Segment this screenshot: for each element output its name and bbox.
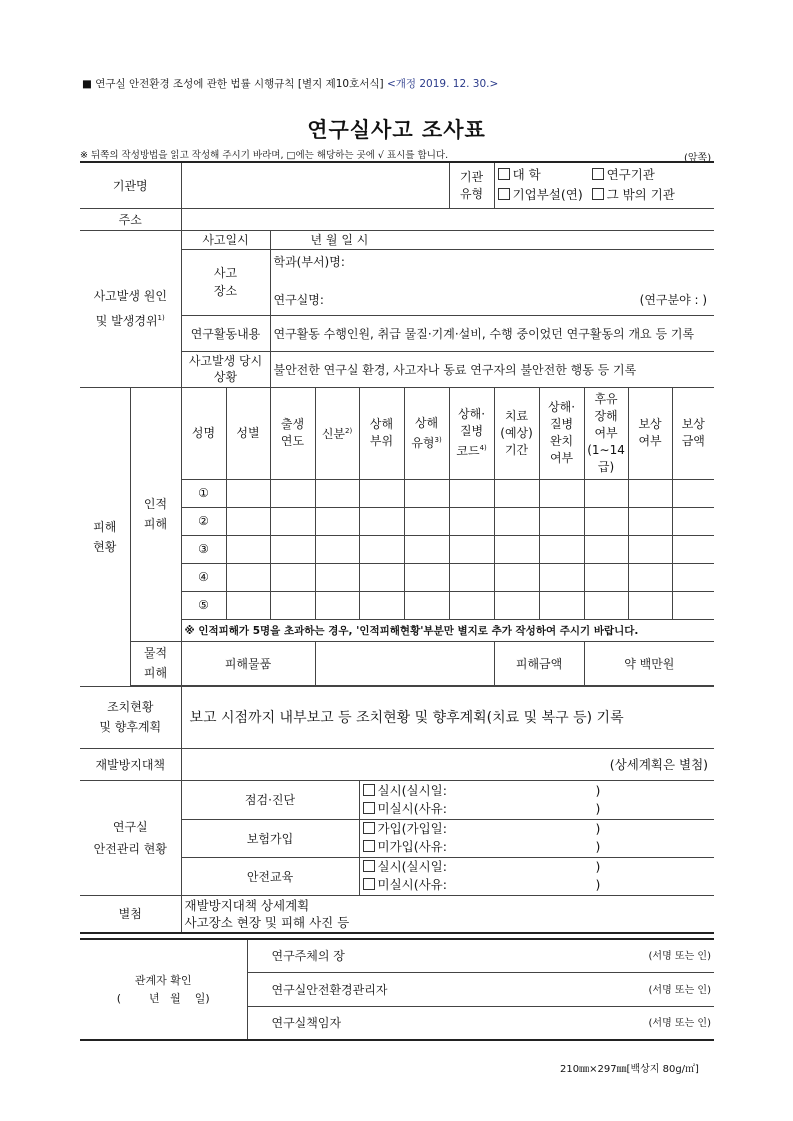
victim-cell[interactable] — [404, 535, 449, 563]
victim-cell[interactable] — [270, 535, 315, 563]
victim-cell[interactable] — [584, 563, 628, 591]
victim-cell[interactable] — [628, 591, 672, 619]
checkbox-icon[interactable] — [498, 188, 510, 200]
column-header-line: 유형$^{3)}$ — [411, 435, 442, 450]
paren-close: ) — [595, 839, 601, 854]
cause-label-line1: 사고발생 원인 — [93, 289, 167, 303]
attachment-item: 사고장소 현장 및 피해 사진 등 — [184, 914, 350, 930]
victim-cell[interactable] — [449, 563, 494, 591]
victim-cell[interactable] — [226, 507, 270, 535]
victim-cell[interactable] — [672, 507, 714, 535]
victim-cell[interactable] — [494, 563, 539, 591]
victim-number: ⑤ — [181, 591, 226, 619]
lab-field[interactable] — [270, 285, 714, 315]
confirm-label-text: 관계자 확인 — [134, 973, 192, 987]
victim-cell[interactable] — [494, 479, 539, 507]
checkbox-icon[interactable] — [363, 802, 375, 814]
property-damage-label — [130, 641, 181, 685]
insurance-notjoined-option[interactable] — [363, 838, 712, 856]
institution-type-label — [449, 162, 494, 208]
victim-cell[interactable] — [449, 535, 494, 563]
insurance-options — [359, 819, 714, 857]
footnote-mark: 2) — [345, 427, 353, 435]
education-done-option[interactable] — [363, 858, 712, 876]
column-header-line: 기간 — [504, 442, 529, 457]
safety-label-line1: 연구실 — [112, 819, 148, 834]
inspection-notdone-label: 미실시(사유: — [377, 800, 447, 816]
victim-cell[interactable] — [404, 479, 449, 507]
checkbox-icon[interactable] — [592, 168, 604, 180]
column-header-line: 보상 — [638, 417, 662, 431]
accident-date-label: 사고일시 — [181, 230, 270, 249]
victim-cell[interactable] — [539, 591, 584, 619]
form-header — [82, 76, 498, 91]
checkbox-icon[interactable] — [363, 860, 375, 872]
paren-close: ) — [595, 859, 601, 874]
checkbox-icon[interactable] — [363, 878, 375, 890]
action-label — [80, 686, 181, 748]
column-header — [539, 387, 584, 479]
victim-cell[interactable] — [359, 507, 404, 535]
victim-cell[interactable] — [584, 535, 628, 563]
victim-cell[interactable] — [449, 479, 494, 507]
column-header-line: 후유 — [594, 391, 618, 406]
column-header-line: 질병 — [459, 424, 484, 438]
checkbox-icon[interactable] — [363, 822, 375, 834]
address-label: 주소 — [80, 208, 181, 230]
institution-label: 기관명 — [80, 162, 181, 208]
insurance-joined-label: 가입(가입일: — [377, 821, 447, 836]
column-header-line: 부위 — [369, 434, 394, 448]
safety-status-label — [80, 780, 181, 895]
column-header-line: 완치 — [549, 434, 574, 448]
column-header — [315, 387, 359, 479]
address-cell[interactable] — [181, 208, 714, 230]
footnote-mark: 3) — [434, 435, 442, 444]
damage-amount-label: 피해금액 — [494, 641, 584, 685]
inspection-notdone-option[interactable] — [363, 800, 712, 818]
column-header-line: 여부 — [549, 451, 574, 465]
signature-placeholder: (서명 또는 인) — [648, 1018, 711, 1030]
column-header-line: 치료 — [504, 408, 529, 423]
victim-cell[interactable] — [672, 591, 714, 619]
option-company-label: 기업부설(연) — [512, 187, 583, 203]
victim-cell[interactable] — [226, 479, 270, 507]
column-header-line: 출생 — [280, 417, 305, 431]
confirmation-label — [80, 939, 247, 1040]
safety-education-label: 안전교육 — [181, 857, 359, 895]
prevention-label: 재발방지대책 — [80, 748, 181, 780]
column-header-line: 신분$^{2)}$ — [321, 427, 353, 441]
inspection-label: 점검·진단 — [181, 780, 359, 819]
column-header-line: 금액 — [681, 434, 705, 448]
column-header-line: 상해 — [414, 415, 439, 430]
damaged-item-label: 피해물품 — [181, 641, 315, 685]
column-header — [672, 387, 714, 479]
victim-cell[interactable] — [494, 591, 539, 619]
paren-close: ) — [595, 782, 601, 798]
safety-label-line2: 안전관리 현황 — [93, 841, 167, 856]
paren-close: ) — [595, 800, 601, 816]
victim-cell[interactable] — [315, 563, 359, 591]
victim-number: ① — [181, 479, 226, 507]
column-header-line: 연도 — [280, 434, 305, 448]
attachment-list — [181, 895, 714, 933]
column-header-line: 질병 — [549, 417, 574, 431]
lab-name-label: 연구실명: — [273, 293, 324, 308]
institution-type-options — [494, 162, 714, 208]
victim-cell[interactable] — [359, 563, 404, 591]
insurance-notjoined-label: 미가입(사유: — [377, 839, 447, 854]
victim-cell[interactable] — [404, 591, 449, 619]
education-done-label: 실시(실시일: — [377, 859, 447, 874]
column-header-line: 성명 — [191, 425, 216, 440]
column-header — [494, 387, 539, 479]
place-label-line1: 사고 — [213, 266, 238, 280]
column-header-line: (1∼14급) — [587, 442, 625, 474]
instruction-note: ※ 뒤쪽의 작성방법을 읽고 작성해 주시기 바라며, □에는 해당하는 곳에 √ 표시를 합니다. — [80, 150, 449, 161]
action-label-line1: 조치현황 — [107, 700, 154, 714]
victim-cell[interactable] — [628, 507, 672, 535]
column-header-line: 상해 — [369, 417, 394, 431]
property-label-line1: 물적 — [143, 646, 168, 660]
victim-cell[interactable] — [628, 563, 672, 591]
column-header-line: 코드$^{4)}$ — [456, 444, 487, 458]
victim-cell[interactable] — [584, 479, 628, 507]
cause-label — [80, 230, 181, 387]
victim-cell[interactable] — [226, 591, 270, 619]
signer-role: 연구실안전환경관리자 — [271, 982, 388, 997]
column-header — [449, 387, 494, 479]
column-header — [404, 387, 449, 479]
column-header-line: 여부 — [638, 434, 662, 448]
situation-label — [181, 351, 270, 387]
victim-cell[interactable] — [270, 563, 315, 591]
inspection-options — [359, 780, 714, 819]
education-options — [359, 857, 714, 895]
damaged-item-cell[interactable] — [315, 641, 494, 685]
victim-cell[interactable] — [315, 535, 359, 563]
situation-value[interactable]: 불안전한 연구실 환경, 사고자나 동료 연구자의 불안전한 행동 등 기록 — [270, 351, 714, 387]
prevention-value[interactable]: (상세계획은 별첨) — [181, 748, 714, 780]
paren-close: ) — [595, 877, 601, 892]
accident-survey-table — [80, 161, 714, 934]
inspection-done-label: 실시(실시일: — [377, 782, 447, 798]
signature-placeholder: (서명 또는 인) — [648, 984, 711, 996]
column-header — [359, 387, 404, 479]
signature-placeholder: (서명 또는 인) — [648, 951, 711, 963]
victim-cell[interactable] — [359, 479, 404, 507]
victim-cell[interactable] — [270, 507, 315, 535]
institution-name-cell[interactable] — [181, 162, 449, 208]
victim-cell[interactable] — [449, 591, 494, 619]
cause-label-line2: 및 발생경위 — [95, 314, 158, 328]
checkbox-icon[interactable] — [498, 168, 510, 180]
column-header — [584, 387, 628, 479]
victim-number: ④ — [181, 563, 226, 591]
victim-number: ② — [181, 507, 226, 535]
victim-cell[interactable] — [226, 535, 270, 563]
option-company[interactable] — [498, 185, 592, 205]
human-label-line2: 피해 — [143, 517, 168, 531]
victim-cell[interactable] — [672, 479, 714, 507]
page-title: 연구실사고 조사표 — [307, 118, 486, 142]
activity-value[interactable]: 연구활동 수행인원, 취급 물질·기계·설비, 수행 중이었던 연구활동의 개요 등 기록 — [270, 315, 714, 351]
victim-cell[interactable] — [672, 535, 714, 563]
column-header-line: 보상 — [681, 417, 705, 431]
checkbox-icon[interactable] — [592, 188, 604, 200]
victim-cell[interactable] — [672, 563, 714, 591]
victim-cell[interactable] — [449, 507, 494, 535]
footnote-mark: 4) — [479, 444, 487, 452]
column-header-line: 장해 — [594, 408, 618, 423]
checkbox-icon[interactable] — [363, 840, 375, 852]
victim-cell[interactable] — [628, 535, 672, 563]
column-header — [226, 387, 270, 479]
victim-cell[interactable] — [539, 479, 584, 507]
action-value[interactable]: 보고 시점까지 내부보고 등 조치현황 및 향후계획(치료 및 복구 등) 기록 — [181, 686, 714, 748]
column-header-line: 성별 — [236, 425, 260, 440]
accident-place-label — [181, 249, 270, 315]
law-reference: ■ 연구실 안전환경 조성에 관한 법률 시행규칙 [별지 제10호서식] — [82, 78, 384, 90]
attachment-label: 별첨 — [80, 895, 181, 933]
signer-role: 연구실책임자 — [271, 1016, 342, 1031]
column-header — [628, 387, 672, 479]
type-label-line1: 기관 — [459, 170, 484, 185]
victim-cell[interactable] — [315, 591, 359, 619]
checkbox-icon[interactable] — [363, 784, 375, 796]
human-damage-label — [130, 387, 181, 641]
victim-cell[interactable] — [404, 563, 449, 591]
paren-close: ) — [595, 821, 601, 836]
victim-cell[interactable] — [539, 535, 584, 563]
signer-row[interactable] — [247, 1006, 714, 1040]
place-label-line2: 장소 — [213, 284, 238, 298]
situation-label-line1: 사고발생 당시 — [188, 354, 263, 368]
confirm-date[interactable]: ( 년 월 일) — [116, 991, 210, 1005]
property-label-line2: 피해 — [143, 666, 168, 680]
victim-cell[interactable] — [539, 507, 584, 535]
option-research-label: 연구기관 — [606, 167, 655, 183]
victim-cell[interactable] — [359, 535, 404, 563]
victim-cell[interactable] — [494, 535, 539, 563]
column-header-line: 상해· — [548, 400, 576, 414]
attachment-item: 재발방지대책 상세계획 — [184, 897, 310, 913]
inspection-done-option[interactable] — [363, 782, 712, 800]
signer-row[interactable] — [247, 972, 714, 1006]
option-univ[interactable] — [498, 165, 592, 185]
victim-cell[interactable] — [584, 591, 628, 619]
column-header-line: 여부 — [594, 425, 618, 440]
human-label-line1: 인적 — [143, 497, 168, 511]
victim-cell[interactable] — [270, 591, 315, 619]
human-damage-note: ※ 인적피해가 5명을 초과하는 경우, '인적피해현황'부분만 별지로 추가 작성하여 주시기 바랍니다. — [181, 619, 714, 641]
victim-cell[interactable] — [494, 507, 539, 535]
column-header — [181, 387, 226, 479]
signer-row[interactable] — [247, 939, 714, 972]
activity-label: 연구활동내용 — [181, 315, 270, 351]
cause-footnote-mark: 1) — [157, 314, 165, 322]
type-label-line2: 유형 — [459, 187, 484, 202]
damage-label-line1: 피해 — [93, 519, 117, 534]
victim-cell[interactable] — [315, 507, 359, 535]
victim-cell[interactable] — [584, 507, 628, 535]
paper-spec: 210㎜×297㎜[백상지 80g/㎡] — [560, 1064, 699, 1075]
victim-number: ③ — [181, 535, 226, 563]
research-field-label: (연구분야 : ) — [639, 293, 708, 308]
victim-cell[interactable] — [404, 507, 449, 535]
situation-label-line2: 상황 — [213, 370, 238, 384]
action-label-line2: 및 향후계획 — [99, 720, 162, 734]
victim-cell[interactable] — [628, 479, 672, 507]
option-other-label: 그 밖의 기관 — [606, 187, 675, 203]
insurance-joined-option[interactable] — [363, 820, 712, 838]
victim-cell[interactable] — [359, 591, 404, 619]
victim-cell[interactable] — [315, 479, 359, 507]
victim-cell[interactable] — [539, 563, 584, 591]
revision-date: <개정 2019. 12. 30.> — [386, 78, 499, 90]
option-univ-label: 대 학 — [512, 167, 541, 183]
column-header-line: (예상) — [500, 425, 533, 440]
signer-role: 연구주체의 장 — [271, 949, 345, 964]
department-field[interactable]: 학과(부서)명: — [270, 249, 714, 285]
education-notdone-label: 미실시(사유: — [377, 877, 447, 892]
column-header — [270, 387, 315, 479]
insurance-label: 보험가입 — [181, 819, 359, 857]
education-notdone-option[interactable] — [363, 876, 712, 894]
page-side-label: (앞쪽) — [684, 153, 712, 164]
victim-cell[interactable] — [270, 479, 315, 507]
victim-cell[interactable] — [226, 563, 270, 591]
confirmation-table — [80, 938, 714, 1041]
damage-amount-value[interactable]: 약 백만원 — [584, 641, 714, 685]
option-research[interactable] — [592, 167, 655, 182]
column-header-line: 상해· — [458, 407, 486, 421]
accident-date-value[interactable]: 년 월 일 시 — [270, 230, 714, 249]
damage-label-line2: 현황 — [93, 539, 117, 554]
damage-label — [80, 387, 130, 686]
option-other[interactable] — [592, 187, 675, 202]
